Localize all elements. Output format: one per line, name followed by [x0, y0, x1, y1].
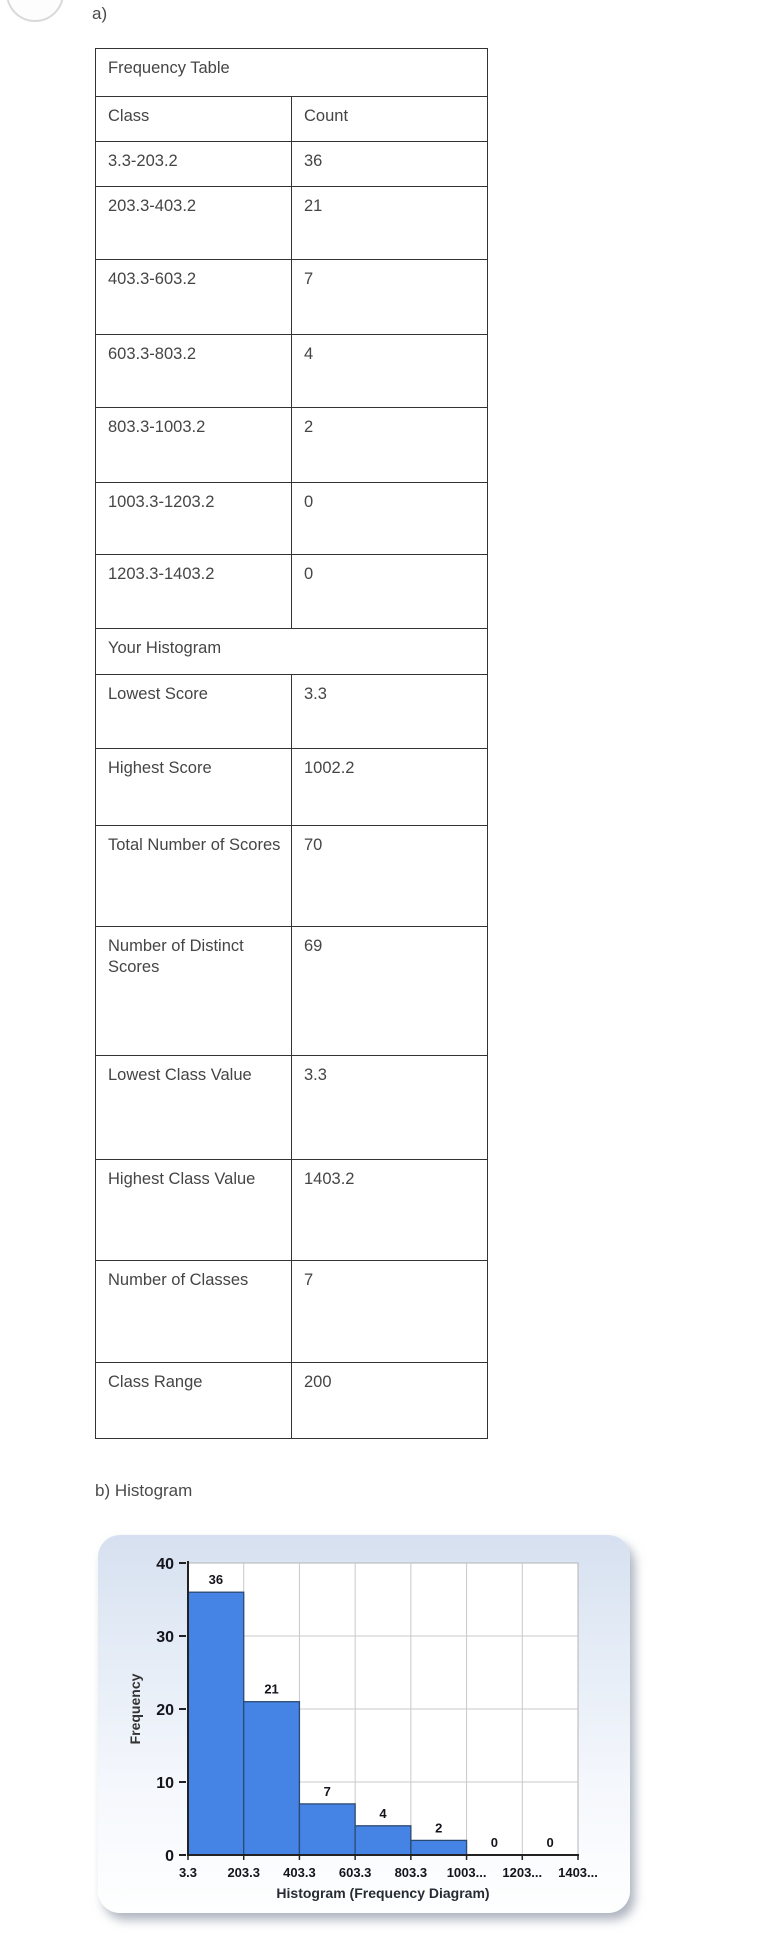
class-range-cell: 203.3-403.2	[96, 187, 292, 260]
stat-label-cell: Lowest Class Value	[96, 1056, 292, 1160]
stat-value-cell: 3.3	[292, 1056, 488, 1160]
frequency-table-title: Frequency Table	[96, 49, 488, 97]
table-row	[96, 187, 488, 260]
y-axis-title: Frequency	[127, 1673, 143, 1745]
y-tick-label: 40	[156, 1556, 174, 1573]
stat-value-cell: 7	[292, 1261, 488, 1363]
x-tick-label: 403.3	[283, 1865, 316, 1880]
your-histogram-title: Your Histogram	[96, 629, 488, 675]
table-row	[96, 483, 488, 555]
stat-value-cell: 1403.2	[292, 1160, 488, 1261]
x-tick-label: 1203...	[502, 1865, 543, 1880]
x-tick-label: 1003...	[446, 1865, 487, 1880]
class-range-cell: 3.3-203.2	[96, 142, 292, 187]
class-column-header: Class	[96, 97, 292, 142]
y-tick-label: 10	[156, 1775, 174, 1792]
table-row	[96, 675, 488, 749]
table-title-row	[96, 49, 488, 97]
x-tick-label: 1403...	[558, 1865, 598, 1880]
bar-value-label: 4	[379, 1805, 387, 1821]
stat-label-cell: Highest Class Value	[96, 1160, 292, 1261]
table-row	[96, 555, 488, 629]
class-range-cell: 603.3-803.2	[96, 335, 292, 408]
section-a-label: a)	[92, 4, 108, 23]
histogram-chart-panel	[98, 1535, 630, 1913]
y-tick-label: 20	[156, 1702, 174, 1719]
stat-value-cell: 3.3	[292, 675, 488, 749]
bar-value-label: 21	[264, 1681, 279, 1697]
stat-label-cell: Number of Classes	[96, 1261, 292, 1363]
section-b-label: b) Histogram	[95, 1481, 193, 1500]
count-cell: 0	[292, 483, 488, 555]
histogram-bar	[188, 1592, 244, 1855]
class-range-cell: 403.3-603.2	[96, 260, 292, 335]
count-cell: 36	[292, 142, 488, 187]
table-row	[96, 927, 488, 1056]
stat-label-cell: Class Range	[96, 1363, 292, 1439]
histogram-bar	[411, 1840, 467, 1855]
table-row	[96, 1056, 488, 1160]
stat-label-cell: Lowest Score	[96, 675, 292, 749]
y-tick-label: 30	[156, 1629, 174, 1646]
class-range-cell: 1003.3-1203.2	[96, 483, 292, 555]
stat-value-cell: 69	[292, 927, 488, 1056]
table-subtitle-row	[96, 629, 488, 675]
class-range-cell: 803.3-1003.2	[96, 408, 292, 483]
count-cell: 4	[292, 335, 488, 408]
stat-label-cell: Total Number of Scores	[96, 826, 292, 927]
bar-value-label: 0	[546, 1835, 554, 1850]
stat-label-cell: Highest Score	[96, 749, 292, 826]
count-cell: 7	[292, 260, 488, 335]
y-tick-label: 0	[165, 1848, 174, 1865]
stat-value-cell: 1002.2	[292, 749, 488, 826]
histogram-chart	[98, 1535, 630, 1913]
histogram-bar	[244, 1702, 300, 1855]
stat-value-cell: 70	[292, 826, 488, 927]
table-header-row	[96, 97, 488, 142]
histogram-bar	[355, 1826, 411, 1855]
class-range-cell: 1203.3-1403.2	[96, 555, 292, 629]
stat-label-cell: Number of Distinct Scores	[96, 927, 292, 1056]
table-row	[96, 1363, 488, 1439]
bar-value-label: 0	[490, 1835, 499, 1850]
histogram-bar	[299, 1804, 355, 1855]
x-tick-label: 203.3	[227, 1865, 260, 1880]
bar-value-label: 2	[435, 1820, 443, 1836]
count-column-header: Count	[292, 97, 488, 142]
bar-value-label: 36	[208, 1572, 224, 1588]
count-cell: 21	[292, 187, 488, 260]
x-tick-label: 3.3	[178, 1865, 198, 1880]
stat-value-cell: 200	[292, 1363, 488, 1439]
table-row	[96, 1160, 488, 1261]
frequency-table	[95, 48, 488, 1439]
x-tick-label: 603.3	[338, 1865, 372, 1880]
frequency-table-grid	[95, 48, 488, 1439]
table-row	[96, 335, 488, 408]
table-row	[96, 826, 488, 927]
table-row	[96, 260, 488, 335]
count-cell: 2	[292, 408, 488, 483]
chart-title: Histogram (Frequency Diagram)	[276, 1885, 490, 1901]
bar-value-label: 7	[323, 1783, 331, 1799]
count-cell: 0	[292, 555, 488, 629]
table-row	[96, 408, 488, 483]
cutoff-circle-decoration	[6, 0, 64, 22]
x-tick-label: 803.3	[394, 1865, 428, 1880]
table-row	[96, 142, 488, 187]
table-row	[96, 1261, 488, 1363]
table-row	[96, 749, 488, 826]
